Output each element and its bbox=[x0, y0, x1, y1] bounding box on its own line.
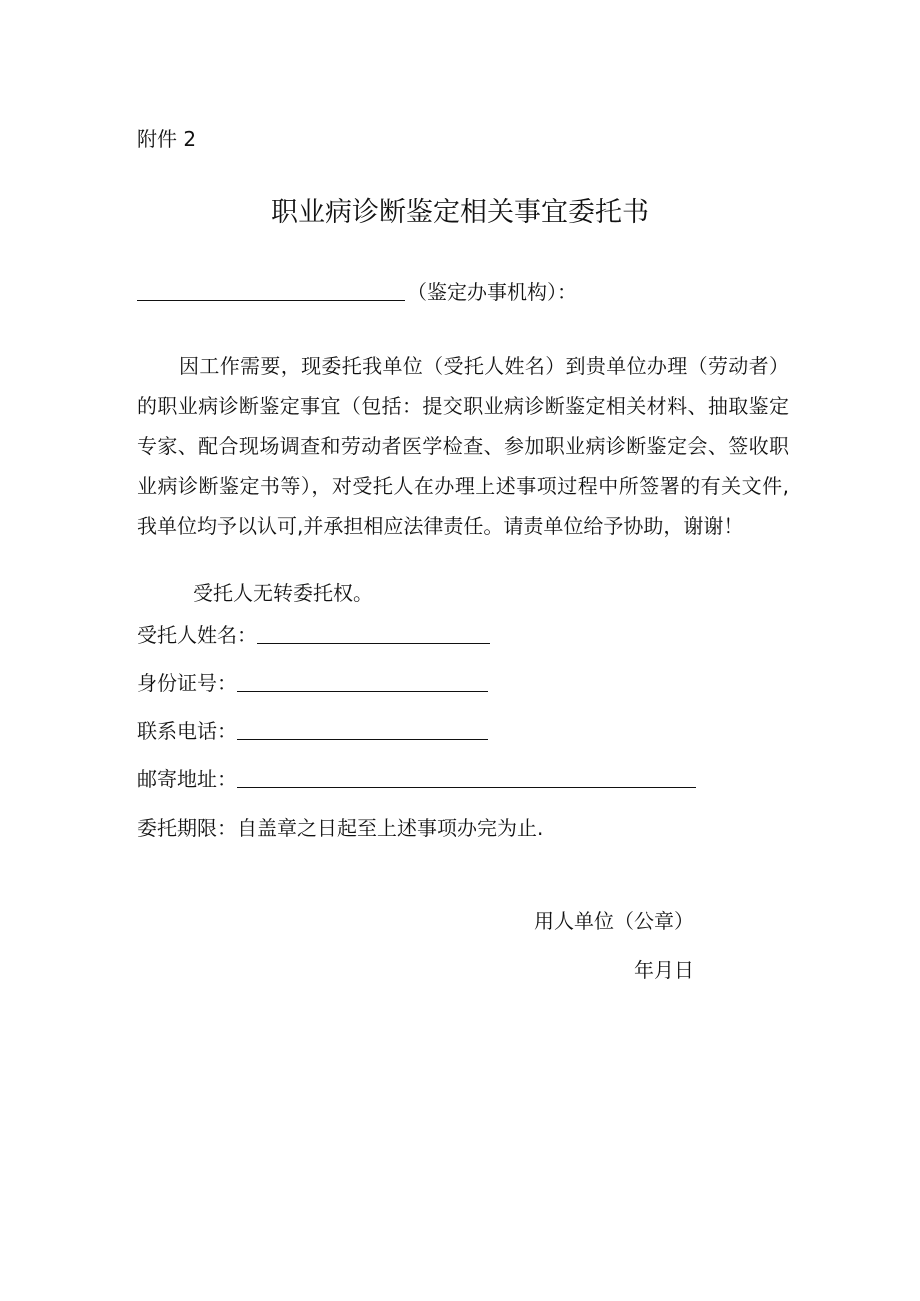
date-line: 年月日 bbox=[634, 958, 694, 982]
trustee-name-field bbox=[137, 622, 490, 648]
addressee-line bbox=[137, 279, 577, 305]
body-line: 的职业病诊断鉴定事宜（包括：提交职业病诊断鉴定相关材料、抽取鉴定 bbox=[137, 394, 789, 418]
attachment-label: 附件 2 bbox=[137, 127, 197, 151]
trustee-name-label: 受托人姓名： bbox=[137, 623, 257, 647]
body-line: 我单位均予以认可,并承担相应法律责任。请责单位给予协助，谢谢！ bbox=[137, 514, 744, 538]
phone-blank[interactable] bbox=[237, 719, 488, 740]
address-field bbox=[137, 766, 696, 792]
addressee-blank[interactable] bbox=[137, 280, 405, 301]
id-number-field bbox=[137, 670, 488, 696]
body-line: 业病诊断鉴定书等），对受托人在办理上述事项过程中所签署的有关文件, bbox=[137, 474, 789, 498]
phone-field bbox=[137, 718, 488, 744]
no-retransfer-note: 受托人无转委托权。 bbox=[193, 581, 373, 605]
trustee-name-blank[interactable] bbox=[257, 623, 490, 644]
id-number-blank[interactable] bbox=[237, 671, 488, 692]
document-title: 职业病诊断鉴定相关事宜委托书 bbox=[271, 197, 649, 228]
period-field: 委托期限：自盖章之日起至上述事项办完为止. bbox=[137, 816, 544, 840]
body-line: 因工作需要，现委托我单位（受托人姓名）到贵单位办理（劳动者） bbox=[179, 354, 789, 378]
addressee-suffix: （鉴定办事机构）： bbox=[407, 280, 577, 304]
address-blank[interactable] bbox=[237, 767, 696, 788]
phone-label: 联系电话： bbox=[137, 719, 237, 743]
id-number-label: 身份证号： bbox=[137, 671, 237, 695]
address-label: 邮寄地址： bbox=[137, 767, 237, 791]
body-line: 专家、配合现场调查和劳动者医学检查、参加职业病诊断鉴定会、签收职 bbox=[137, 434, 789, 458]
employer-seal-label: 用人单位（公章） bbox=[534, 909, 694, 933]
body-paragraph bbox=[137, 346, 789, 546]
